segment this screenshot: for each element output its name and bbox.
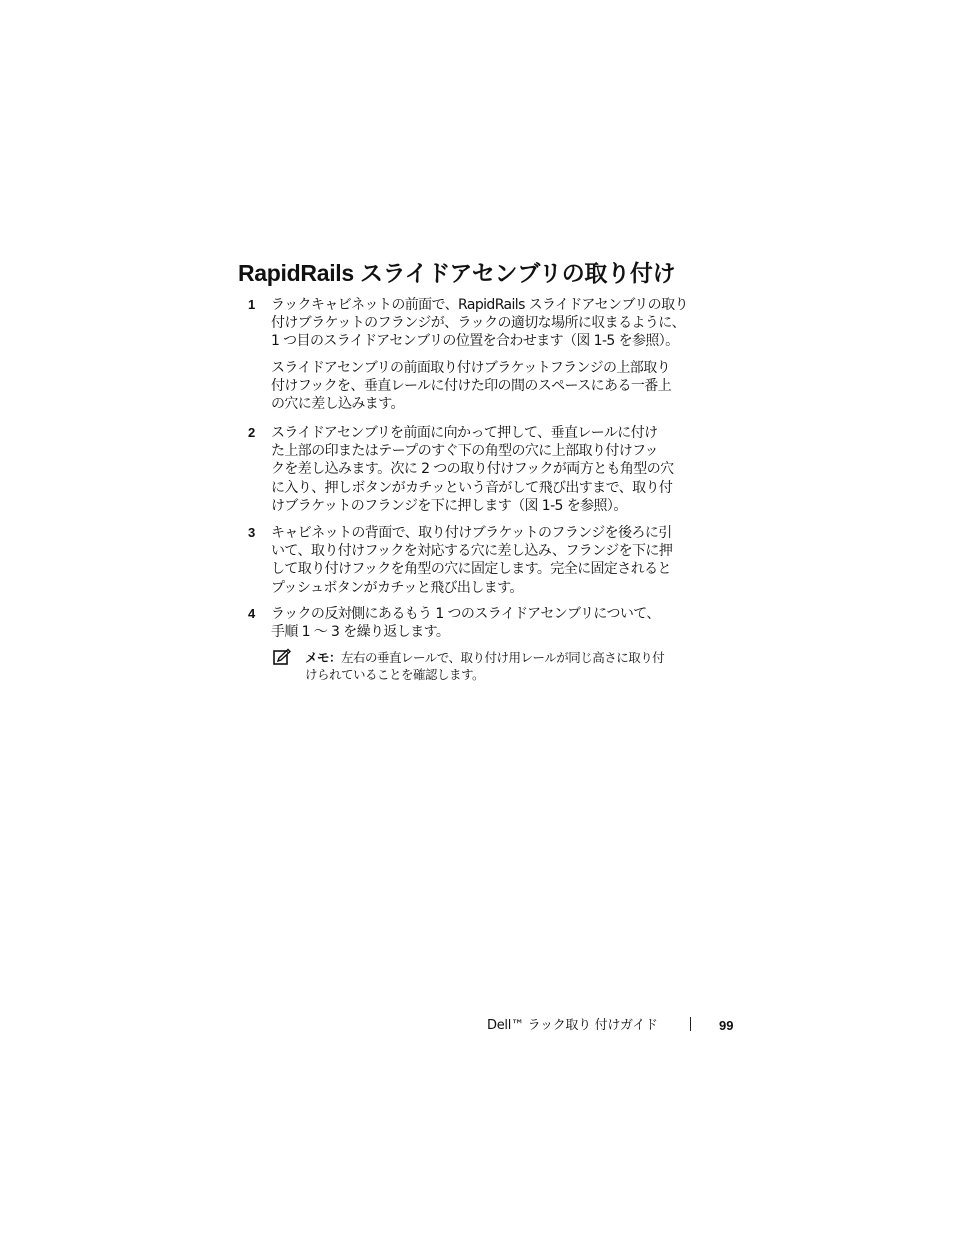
step-text-line: スライドアセンブリを前面に向かって押して、垂直レールに付け — [271, 425, 658, 441]
page-title: RapidRails スライドアセンブリの取り付け — [238, 260, 676, 286]
note-line-1 — [305, 649, 664, 666]
footer-title: Dell™ ラック取り 付けガイド — [487, 1018, 658, 1033]
footer-divider — [690, 1017, 691, 1031]
step-number: 4 — [248, 606, 256, 621]
step-text-line: プッシュボタンがカチッと飛び出します。 — [271, 580, 523, 596]
step-text-line: た上部の印またはテープのすぐ下の角型の穴に上部取り付けフッ — [271, 443, 658, 459]
step-text-line: 付けフックを、垂直レールに付けた印の間のスペースにある一番上 — [271, 378, 672, 394]
step-number: 2 — [248, 425, 256, 440]
note-text: 左右の垂直レールで、取り付け用レールが同じ高さに取り付 — [341, 650, 665, 665]
step-text-line: ラックキャビネットの前面で、RapidRails スライドアセンブリの取り — [271, 297, 688, 313]
step-text-line: キャビネットの背面で、取り付けブラケットのフランジを後ろに引 — [271, 525, 672, 541]
step-text-line: クを差し込みます。次に 2 つの取り付けフックが両方とも角型の穴 — [271, 461, 674, 477]
step-text-line: 手順 1 〜 3 を繰り返します。 — [271, 624, 450, 640]
note-label: メモ： — [305, 650, 342, 665]
step-text-line: 1 つ目のスライドアセンブリの位置を合わせます（図 1-5 を参照）。 — [271, 333, 679, 349]
step-text-line: 付けブラケットのフランジが、ラックの適切な場所に収まるように、 — [271, 315, 686, 331]
pencil-note-icon — [273, 648, 291, 666]
note-line-2: けられていることを確認します。 — [305, 667, 485, 682]
step-text-line: スライドアセンブリの前面取り付けブラケットフランジの上部取り — [271, 360, 670, 376]
step-text-line: いて、取り付けフックを対応する穴に差し込み、フランジを下に押 — [271, 543, 673, 559]
step-number: 3 — [248, 525, 256, 540]
step-text-line: ラックの反対側にあるもう 1 つのスライドアセンブリについて、 — [271, 606, 660, 622]
step-text-line: して取り付けフックを角型の穴に固定します。完全に固定されると — [271, 561, 671, 577]
step-text-line: に入り、押しボタンがカチッという音がして飛び出すまで、取り付 — [271, 480, 673, 496]
step-text-line: の穴に差し込みます。 — [271, 396, 404, 412]
step-number: 1 — [248, 297, 256, 312]
step-text-line: けブラケットのフランジを下に押します（図 1-5 を参照）。 — [271, 498, 627, 514]
page-number: 99 — [719, 1018, 734, 1033]
